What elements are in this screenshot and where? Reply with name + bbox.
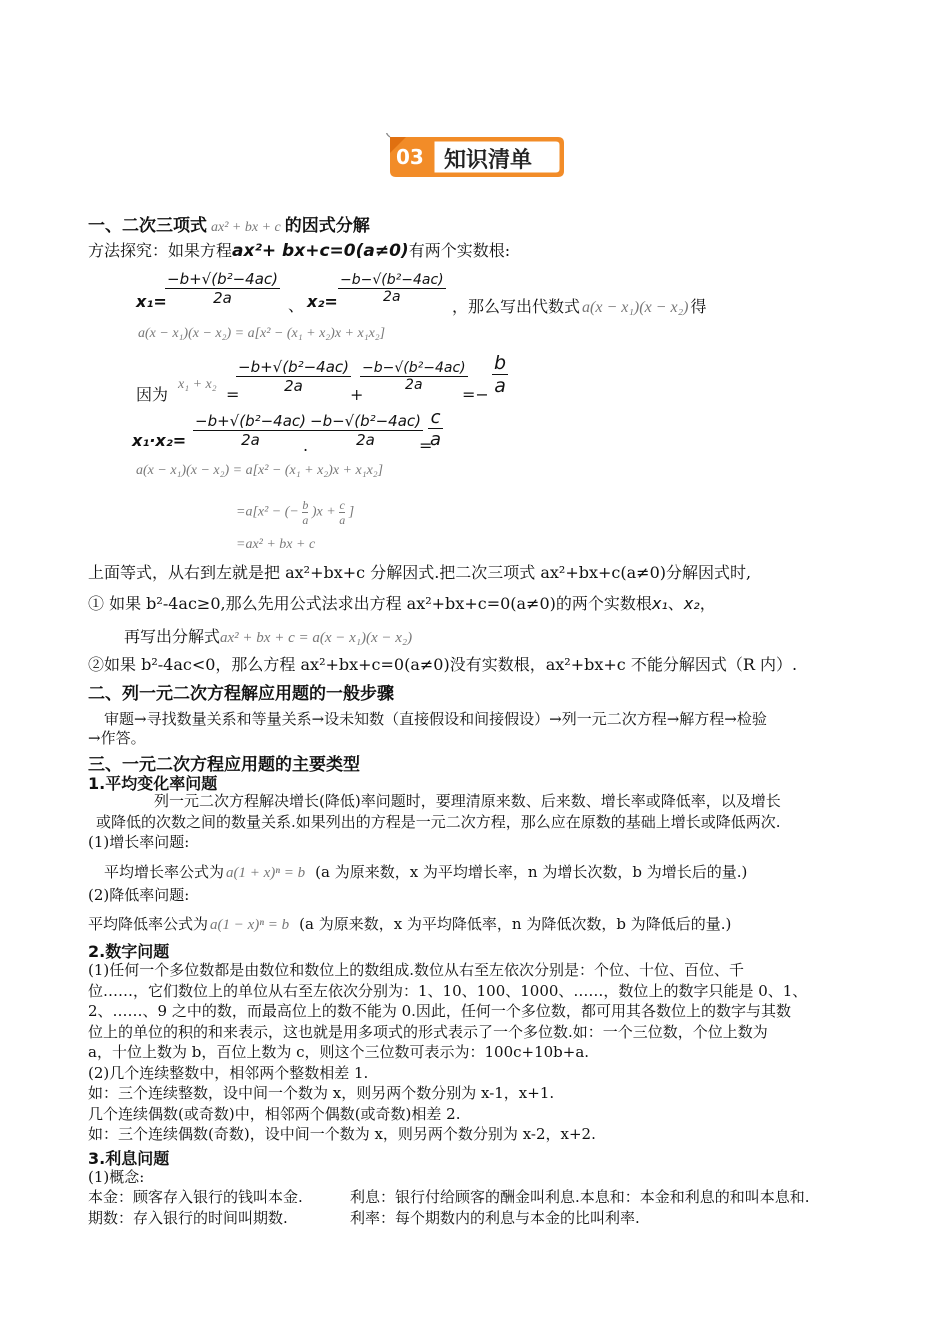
badge-title: 知识清单 [444, 148, 533, 173]
neg-b-over-a: $\frac{b}{a}$ [494, 352, 507, 397]
expand-line-4: =ax² + bx + c [236, 537, 316, 552]
steps-line-2: →作答。 [88, 729, 146, 747]
product-dot: . [303, 436, 309, 455]
equals-2: = [419, 436, 433, 455]
interest-rate: 利率：每个期数内的利息与本金的比叫利率. [350, 1209, 640, 1227]
expand-line-3: =a[x² − (− $\frac{b}{a}$ )x + $\frac{c}{a}$ ] [236, 498, 355, 527]
equals-neg: =− [462, 385, 489, 404]
expand-line-1: a(x − x₁)(x − x₂) = a[x² − (x₁ + x₂)x + x₁x₂] [138, 326, 386, 341]
x2-label: x₂= [307, 292, 338, 311]
interest-principal: 本金：顾客存入银行的钱叫本金. [88, 1188, 303, 1206]
c-over-a: $\frac{c}{a}$ [430, 407, 442, 450]
section3-heading: 三、一元二次方程应用题的主要类型 [88, 755, 360, 775]
rate-para-e: (2)降低率问题: [88, 886, 190, 904]
paragraph-1: 上面等式，从右到左就是把 ax²+bx+c 分解因式.把二次三项式 ax²+bx+c(a≠0)分解因式时, [88, 563, 752, 582]
rate-growth-formula: 平均增长率公式为 a(1 + x)ⁿ = b (a 为原来数，x 为平均增长率，n 为增长次数，b 为增长后的量.) [104, 863, 748, 881]
paragraph-2: ① 如果 b²-4ac≥0,那么先用公式法求出方程 ax²+bx+c=0(a≠0)的两个实数根x₁、x₂， [88, 594, 716, 613]
section1-heading: 一、二次三项式 ax² + bx + c 的因式分解 [88, 216, 370, 236]
interest-concept: (1)概念: [88, 1168, 145, 1186]
steps-line-1: 审题→寻找数量关系和等量关系→设未知数（直接假设和间接假设）→列一元二次方程→解方程→检验 [104, 710, 767, 728]
paragraph-3: 再写出分解式ax² + bx + c = a(x − x₁)(x − x₂) [124, 627, 413, 646]
section-badge [386, 133, 566, 181]
digits-paragraph: (1)任何一个多位数都是由数位和数位上的数组成.数位从右至左依次分别是：个位、十位、百位、千 位……，它们数位上的单位从右至左依次分别为：1、10、100、1000、……，数位上的数字只能是 0、1、 2、……、9 之中的数，而最高位上的数不能为 0.因此，任何一个多位数，都可用其各数位上的数字与其数 位上的单位的积的和来表示，这也就是用多项式的形式表示了一个多位数.如：一个三位数，个位上数为 a，十位上数为 b，百位上数为 c，则这个三位数可表示为：100c+10b+a. (2)几个连续整数中，相邻两个整数相差 1. 如：三个连续整数，设中间一个数为 x，则另两个数分别为 x-1，x+1. 几个连续偶数(或奇数)中，相邻两个偶数(或奇数)相差 2. 如：三个连续偶数(奇数)，设中间一个数为 x，则另两个数分别为 x-2，x+2. [88, 961, 808, 1143]
product-fraction-2: $\frac{\text{−b−√(b²−4ac)}}{2a}$ [310, 412, 422, 449]
because-label: 因为 [136, 385, 169, 404]
expand-line-2: a(x − x₁)(x − x₂) = a[x² − (x₁ + x₂)x + x₁x₂] [136, 463, 384, 478]
sum-fraction-2: $\frac{\text{−b−√(b²−4ac)}}{2a}$ [362, 360, 466, 393]
rate-para-c: (1)增长率问题: [88, 833, 190, 851]
paragraph-4: ②如果 b²-4ac<0，那么方程 ax²+bx+c=0(a≠0)没有实数根，ax²+bx+c 不能分解因式（R 内）. [88, 655, 798, 674]
interest-definition: 利息：银行付给顾客的酬金叫利息.本息和：本金和利息的和叫本息和. [350, 1188, 810, 1206]
rate-para-b: 或降低的次数之间的数量关系.如果列出的方程是一元二次方程，那么应在原数的基础上增长或降低两次. [96, 813, 781, 831]
method-line: 方法探究：如果方程ax²+ bx+c=0(a≠0)有两个实数根: [88, 241, 511, 261]
x2-fraction: $\frac{\text{−b−√(b²−4ac)}}{2a}$ [340, 272, 444, 305]
x1-fraction: $\frac{\text{−b+√(b²−4ac)}}{2a}$ [167, 270, 279, 307]
subheading-rate: 1.平均变化率问题 [88, 774, 218, 793]
plus: + [350, 385, 364, 404]
subheading-digits: 2.数字问题 [88, 942, 170, 961]
rate-decline-formula: 平均降低率公式为 a(1 − x)ⁿ = b (a 为原来数，x 为平均降低率，n 为降低次数，b 为降低后的量.) [88, 915, 732, 933]
separator: 、 [288, 296, 305, 315]
rate-para-a: 列一元二次方程解决增长(降低)率问题时，要理清原来数、后来数、增长率或降低率，以及增长 [154, 792, 781, 810]
sum-expr: x₁ + x₂ [178, 377, 217, 392]
x1-label: x₁= [136, 292, 167, 311]
subheading-interest: 3.利息问题 [88, 1149, 170, 1168]
badge-number: 03 [396, 145, 424, 169]
section2-heading: 二、列一元二次方程解应用题的一般步骤 [88, 684, 394, 704]
then-line: ，那么写出代数式 a(x − x₁)(x − x₂) 得 [452, 297, 707, 316]
equals: = [226, 385, 240, 404]
product-label: x₁·x₂= [132, 431, 187, 450]
sum-fraction-1: $\frac{\text{−b+√(b²−4ac)}}{2a}$ [238, 358, 350, 395]
product-fraction-1: $\frac{\text{−b+√(b²−4ac)}}{2a}$ [195, 412, 307, 449]
interest-period: 期数：存入银行的时间叫期数. [88, 1209, 288, 1227]
